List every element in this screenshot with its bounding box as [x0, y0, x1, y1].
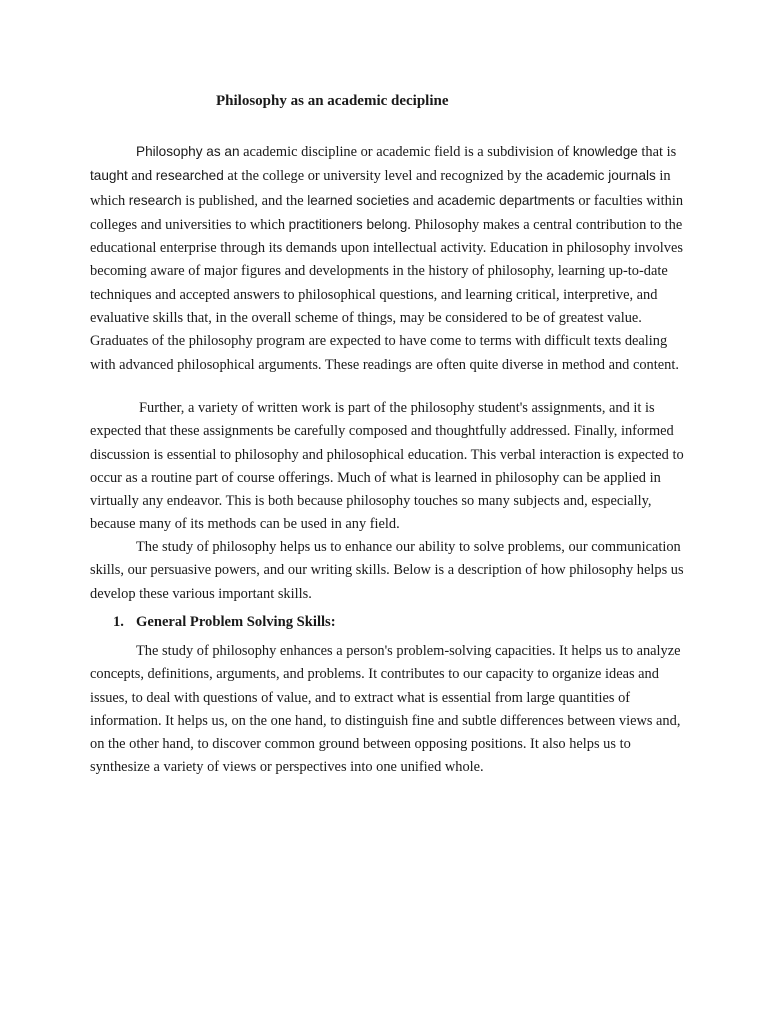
paragraph-lead: Philosophy as an — [136, 144, 240, 159]
paragraph-text: . Philosophy makes a central contribution to the educational enterprise through its demands upon intellectual activity. Education in philosophy involves becoming aware of major figures and developments in the history of philosophy, learning up-to-date techniques and accepted answers to philosophical questions, and learning critical, interpretive, and evaluative skills that, in the overall scheme of things, may be considered to be of greatest value. Graduates of the philosophy program are expected to have come to terms with difficult texts dealing with advanced philosophical arguments. These readings are often quite diverse in method and content. — [90, 216, 683, 373]
paragraph-text: at the college or university level and recognized by the — [223, 168, 547, 185]
document-title: Philosophy as an academic decipline — [216, 93, 449, 109]
term-academic-journals: academic journals — [546, 168, 656, 184]
paragraph-text: The study of philosophy enhances a person's problem-solving capacities. It helps us to analyze concepts, definitions, arguments, and problems. It contributes to our capacity to organize ideas and issues, to deal with questions of value, and to extract what is essential from large quantities of information. It helps us, on the one hand, to distinguish fine and subtle differences between views and, on the other hand, to discover common ground between opposing positions. It also helps us to synthesize a variety of views or perspectives into one unified whole. — [90, 643, 681, 776]
paragraph-text: Further, a variety of written work is part of the philosophy student's assignments, and it is expected that these assignments be carefully composed and thoughtfully addressed. Finally, informed discussion is essential to philosophy and philosophical education. This verbal interaction is expected to occur as a routine part of course offerings. Much of what is learned in philosophy can be applied in virtually any endeavor. This is both because philosophy touches so many subjects and, especially, because many of its methods can be used in any field. — [90, 400, 684, 533]
term-research: research — [128, 192, 182, 208]
paragraph-text: is published, and the — [181, 192, 308, 209]
term-researched: researched — [155, 168, 224, 184]
paragraph-text: and — [409, 192, 438, 209]
paragraph-text: in which — [90, 168, 671, 209]
term-learned-societies: learned societies — [307, 192, 410, 208]
paragraph-written-work — [90, 397, 684, 537]
paragraph-text: and — [127, 168, 156, 185]
section-number: 1. — [113, 614, 124, 630]
term-academic-departments: academic departments — [437, 192, 575, 208]
paragraph-text: or faculties within colleges and universities to which — [90, 192, 684, 233]
paragraph-text: that is — [637, 144, 677, 160]
term-knowledge: knowledge — [572, 144, 638, 159]
paragraph-text: The study of philosophy helps us to enhance our ability to solve problems, our communication skills, our persuasive powers, and our writing skills. Below is a description of how philosophy helps us develop these various important skills. — [90, 539, 684, 602]
paragraph-text: academic discipline or academic field is a subdivision of — [239, 144, 573, 160]
paragraph-intro — [90, 140, 684, 377]
section-title: General Problem Solving Skills: — [136, 614, 336, 630]
term-taught: taught — [90, 168, 128, 184]
paragraph-problem-solving — [90, 640, 684, 780]
section-heading — [113, 612, 336, 632]
term-practitioners: practitioners belong — [288, 216, 408, 232]
paragraph-skills-intro — [90, 536, 684, 606]
